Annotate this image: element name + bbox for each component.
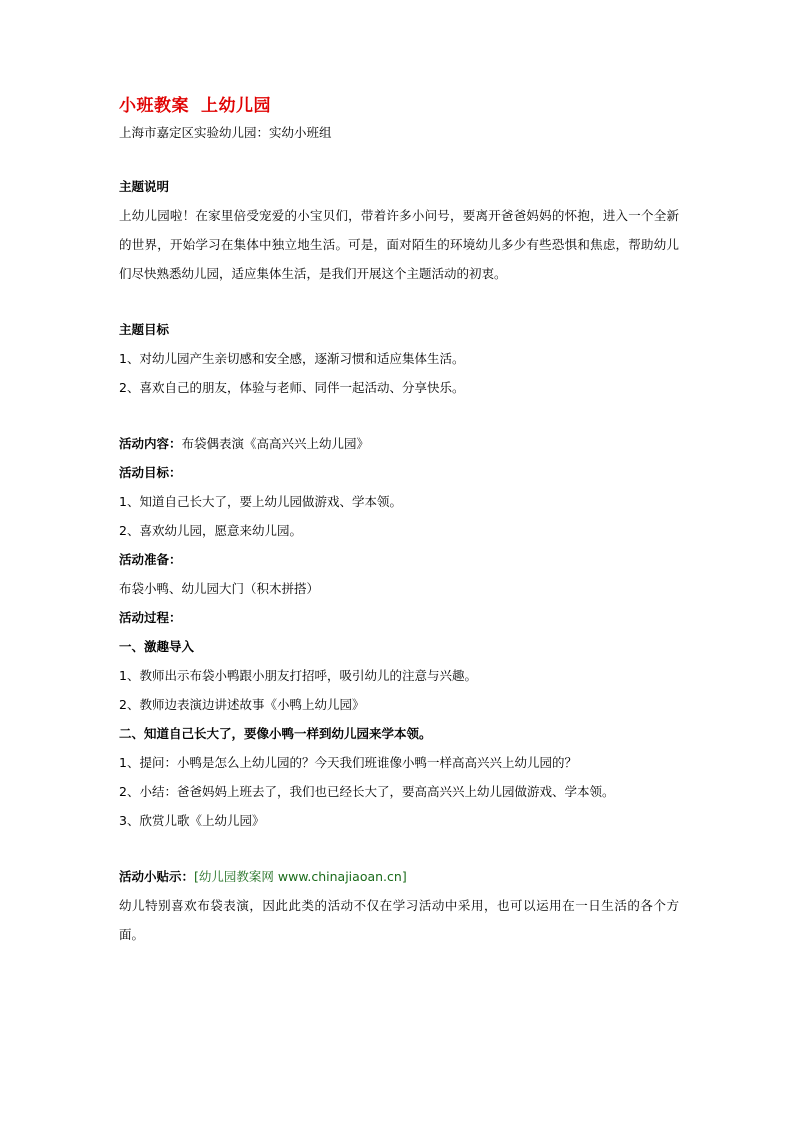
section-2-item: 1、提问：小鸭是怎么上幼儿园的？今天我们班谁像小鸭一样高高兴兴上幼儿园的？: [119, 755, 577, 770]
activity-goal-item: 1、知道自己长大了，要上幼儿园做游戏、学本领。: [119, 494, 402, 509]
activity-process-label: 活动过程：: [119, 610, 182, 625]
tips-label: 活动小贴示：: [119, 869, 195, 884]
theme-goal-item: 1、对幼儿园产生亲切感和安全感，逐渐习惯和适应集体生活。: [119, 351, 465, 366]
theme-goal-item: 2、喜欢自己的朋友，体验与老师、同伴一起活动、分享快乐。: [119, 380, 465, 395]
tips-line: [119, 862, 679, 891]
activity-content-text: 布袋偶表演《高高兴兴上幼儿园》: [181, 436, 370, 451]
section-2-item: 2、小结：爸爸妈妈上班去了，我们也已经长大了，要高高兴兴上幼儿园做游戏、学本领。: [119, 784, 615, 799]
section-1-heading: 一、激趣导入: [119, 639, 195, 654]
theme-description-text: 上幼儿园啦！在家里倍受宠爱的小宝贝们，带着许多小问号，要离开爸爸妈妈的怀抱，进入一个全新的世界，开始学习在集体中独立地生活。可是，面对陌生的环境幼儿多少有些恐惧和焦虑，帮助幼儿们尽快熟悉幼儿园，适应集体生活，是我们开展这个主题活动的初衷。: [119, 208, 679, 281]
activity-content-label: 活动内容：: [119, 436, 182, 451]
section-2-heading: 二、知道自己长大了，要像小鸭一样到幼儿园来学本领。: [119, 726, 432, 741]
activity-goal-label: 活动目标：: [119, 465, 182, 480]
theme-goals-heading: 主题目标: [119, 322, 170, 337]
activity-content-line: [119, 429, 679, 458]
section-1-item: 1、教师出示布袋小鸭跟小朋友打招呼，吸引幼儿的注意与兴趣。: [119, 668, 477, 683]
tips-text: 幼儿特别喜欢布袋表演，因此此类的活动不仅在学习活动中采用，也可以运用在一日生活的各个方面。: [119, 898, 679, 942]
activity-prep-text: 布袋小鸭、幼儿园大门（积木拼搭）: [119, 581, 320, 596]
website-link[interactable]: [幼儿园教案网 www.chinajiaoan.cn]: [194, 869, 407, 884]
page-title: [119, 95, 679, 117]
author-line: 上海市嘉定区实验幼儿园：实幼小班组: [119, 125, 332, 140]
title-part-1: 小班教案: [119, 96, 189, 116]
activity-goal-item: 2、喜欢幼儿园，愿意来幼儿园。: [119, 523, 302, 538]
title-part-2: 上幼儿园: [201, 96, 271, 116]
section-1-item: 2、教师边表演边讲述故事《小鸭上幼儿园》: [119, 697, 365, 712]
activity-prep-label: 活动准备：: [119, 552, 182, 567]
document-page: [119, 95, 679, 949]
theme-description-heading: 主题说明: [119, 179, 170, 194]
section-2-item: 3、欣赏儿歌《上幼儿园》: [119, 813, 265, 828]
